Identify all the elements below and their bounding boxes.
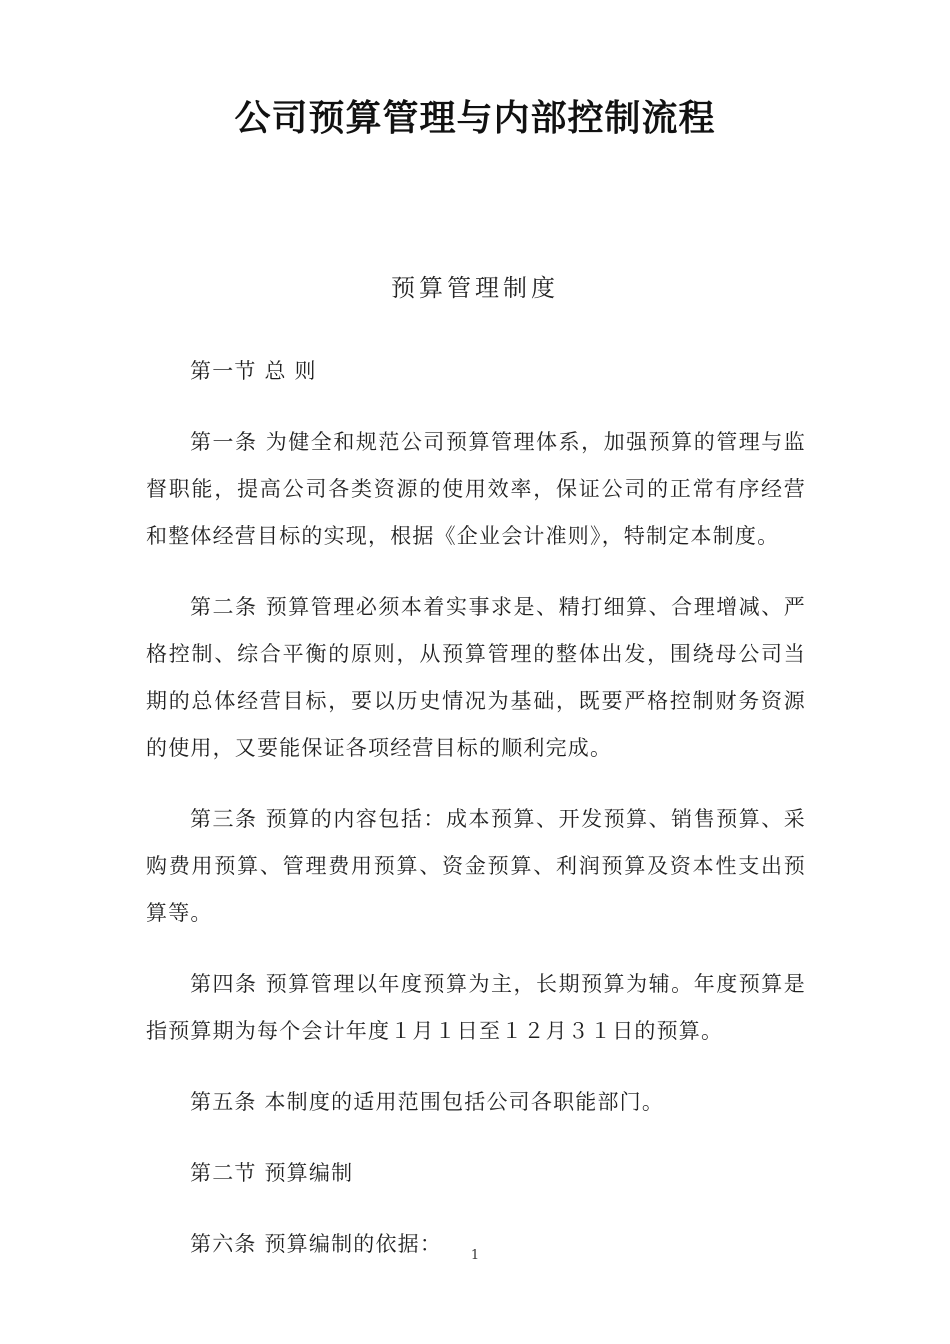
article-paragraph: 第六条 预算编制的依据： [190,1232,443,1256]
page-number: 1 [470,1248,480,1263]
chapter-heading: 第二节 预算编制 [190,1161,354,1185]
section-title: 预算管理制度 [391,274,559,302]
document-body [146,348,806,1292]
chapter-heading: 第一节 总 则 [190,359,317,383]
document-title: 公司预算管理与内部控制流程 [234,98,716,139]
article-paragraph: 第三条 预算的内容包括：成本预算、开发预算、销售预算、采购费用预算、管理费用预算、资金预算、利润预算及资本性支出预算等。 [146,807,806,925]
article-paragraph: 第五条 本制度的适用范围包括公司各职能部门。 [190,1090,665,1114]
article-paragraph: 第二条 预算管理必须本着实事求是、精打细算、合理增减、严格控制、综合平衡的原则，从预算管理的整体出发，围绕母公司当期的总体经营目标，要以历史情况为基础，既要严格控制财务资源的使用，又要能保证各项经营目标的顺利完成。 [146,595,806,760]
article-paragraph: 第四条 预算管理以年度预算为主，长期预算为辅。年度预算是指预算期为每个会计年度１月１日至１２月３１日的预算。 [146,972,806,1043]
article-paragraph: 第一条 为健全和规范公司预算管理体系，加强预算的管理与监督职能，提高公司各类资源的使用效率，保证公司的正常有序经营和整体经营目标的实现，根据《企业会计准则》，特制定本制度。 [146,430,806,548]
